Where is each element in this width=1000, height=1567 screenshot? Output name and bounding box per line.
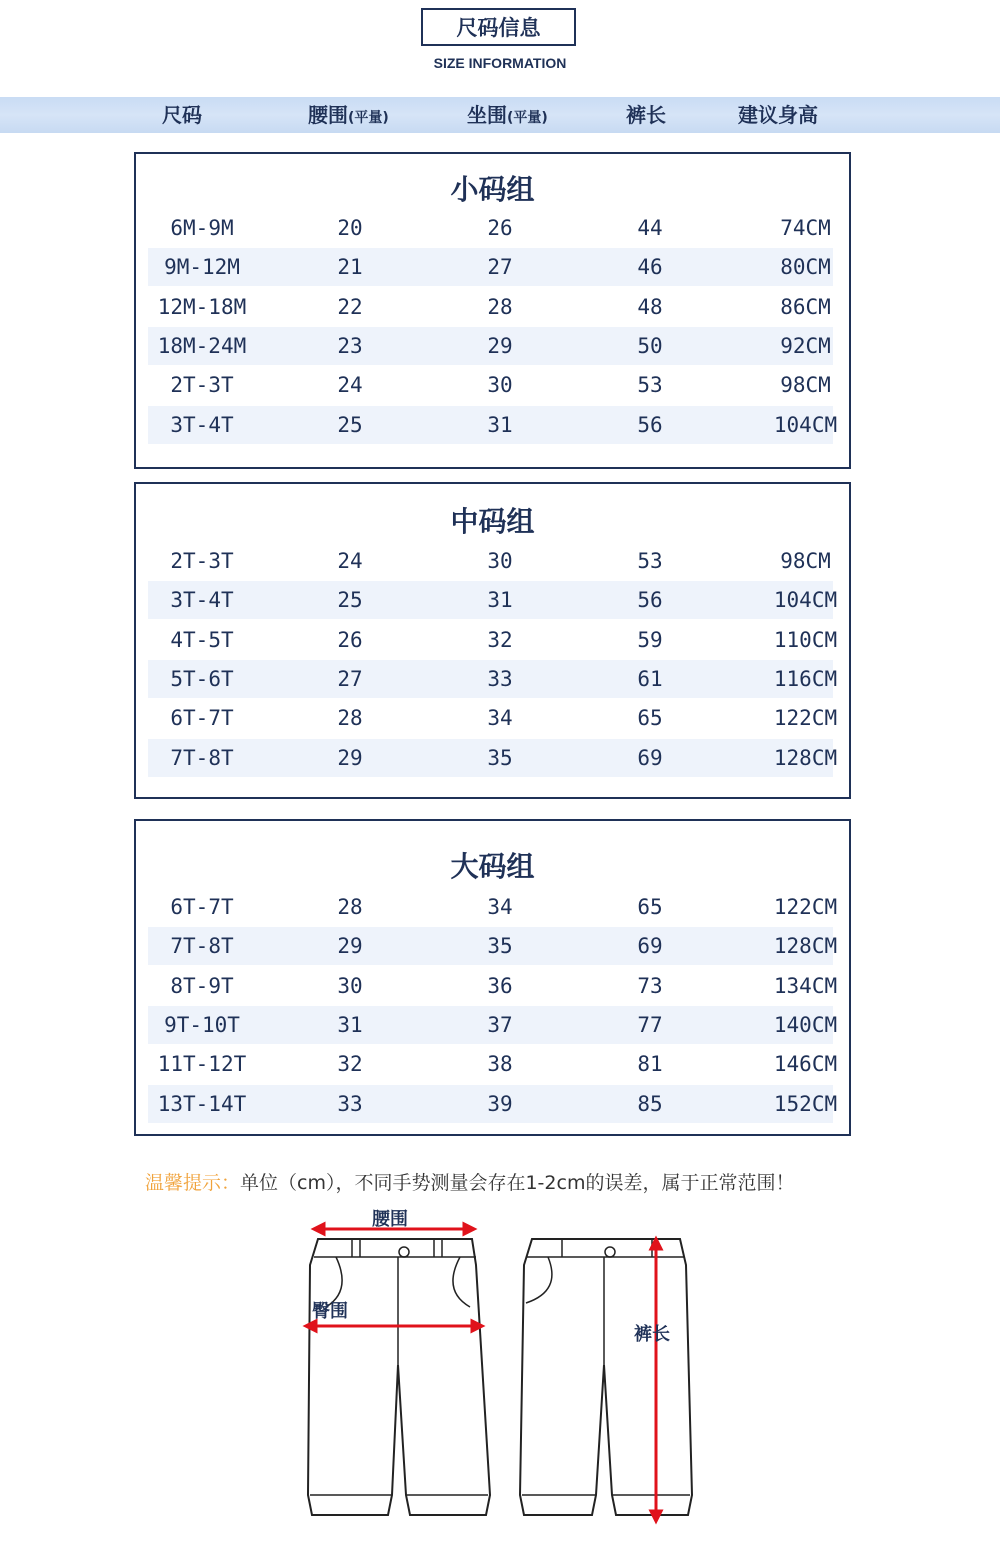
page-subtitle: SIZE INFORMATION bbox=[433, 55, 567, 71]
table-row bbox=[148, 209, 833, 247]
col-size: 尺码 bbox=[162, 103, 202, 127]
length-cell: 46 bbox=[637, 255, 663, 280]
tip-note bbox=[145, 1168, 794, 1195]
group-title: 小码组 bbox=[450, 173, 535, 206]
length-cell: 73 bbox=[637, 973, 663, 998]
waist-cell: 20 bbox=[337, 216, 363, 240]
height-cell: 86CM bbox=[780, 294, 831, 319]
table-row bbox=[148, 1045, 838, 1083]
length-cell: 59 bbox=[637, 627, 663, 652]
height-cell: 128CM bbox=[773, 934, 838, 959]
height-cell: 122CM bbox=[773, 706, 838, 731]
size-cell: 2T-3T bbox=[170, 373, 234, 398]
height-cell: 146CM bbox=[773, 1052, 838, 1077]
height-cell: 98CM bbox=[780, 549, 831, 573]
waist-cell: 25 bbox=[337, 588, 363, 613]
size-cell: 9T-10T bbox=[164, 1012, 240, 1037]
table-row bbox=[148, 967, 838, 1005]
size-cell: 12M-18M bbox=[157, 294, 247, 319]
col-hip-label: 坐围 bbox=[467, 103, 507, 127]
hip-cell: 37 bbox=[487, 1012, 513, 1037]
height-cell: 116CM bbox=[773, 666, 838, 691]
height-cell: 128CM bbox=[773, 745, 838, 770]
length-label: 裤长 bbox=[634, 1324, 670, 1345]
waist-cell: 24 bbox=[337, 373, 363, 398]
length-cell: 85 bbox=[637, 1091, 663, 1116]
length-cell: 69 bbox=[637, 745, 663, 770]
size-cell: 4T-5T bbox=[170, 627, 234, 652]
page-title: 尺码信息 bbox=[421, 8, 576, 46]
height-cell: 122CM bbox=[773, 895, 838, 919]
waist-cell: 29 bbox=[337, 745, 363, 770]
size-cell: 8T-9T bbox=[170, 973, 234, 998]
column-header-band bbox=[0, 97, 1000, 133]
hip-cell: 34 bbox=[487, 895, 513, 919]
hip-cell: 36 bbox=[487, 973, 513, 998]
col-waist-label: 腰围 bbox=[308, 103, 348, 127]
hip-label: 臀围 bbox=[312, 1301, 348, 1322]
size-cell: 9M-12M bbox=[164, 255, 240, 280]
height-cell: 104CM bbox=[773, 588, 838, 613]
length-cell: 56 bbox=[637, 412, 663, 437]
hip-cell: 33 bbox=[487, 666, 513, 691]
col-hip bbox=[467, 97, 548, 133]
hip-cell: 32 bbox=[487, 627, 513, 652]
waist-cell: 32 bbox=[337, 1052, 363, 1077]
hip-cell: 34 bbox=[487, 706, 513, 731]
size-cell: 18M-24M bbox=[157, 333, 247, 358]
length-cell: 53 bbox=[637, 549, 663, 573]
height-cell: 140CM bbox=[773, 1012, 838, 1037]
table-row bbox=[148, 406, 838, 444]
table-row bbox=[148, 1006, 838, 1044]
size-cell: 3T-4T bbox=[170, 412, 234, 437]
length-cell: 50 bbox=[637, 333, 663, 358]
hip-cell: 35 bbox=[487, 934, 513, 959]
height-cell: 104CM bbox=[773, 412, 838, 437]
length-cell: 81 bbox=[637, 1052, 663, 1077]
table-row bbox=[148, 699, 838, 737]
height-cell: 74CM bbox=[780, 216, 831, 240]
hip-cell: 29 bbox=[487, 333, 513, 358]
hip-cell: 38 bbox=[487, 1052, 513, 1077]
size-cell: 7T-8T bbox=[170, 934, 234, 959]
tip-text: 单位（cm），不同手势测量会存在1-2cm的误差，属于正常范围！ bbox=[240, 1172, 795, 1194]
waist-cell: 30 bbox=[337, 973, 363, 998]
size-cell: 2T-3T bbox=[170, 549, 234, 573]
size-group-3 bbox=[134, 819, 851, 1136]
col-waist bbox=[308, 97, 389, 133]
table-row bbox=[148, 888, 838, 926]
height-cell: 80CM bbox=[780, 255, 831, 280]
table-row bbox=[148, 581, 838, 619]
size-cell: 5T-6T bbox=[170, 666, 234, 691]
table-row bbox=[148, 288, 833, 326]
waist-cell: 23 bbox=[337, 333, 363, 358]
height-cell: 98CM bbox=[780, 373, 831, 398]
col-length: 裤长 bbox=[626, 103, 666, 127]
table-row bbox=[148, 248, 833, 286]
hip-cell: 30 bbox=[487, 549, 513, 573]
waist-cell: 28 bbox=[337, 706, 363, 731]
table-row bbox=[148, 739, 838, 777]
hip-cell: 31 bbox=[487, 588, 513, 613]
col-hip-note: (平量) bbox=[507, 110, 548, 126]
hip-cell: 26 bbox=[487, 216, 513, 240]
table-row bbox=[148, 621, 838, 659]
length-cell: 77 bbox=[637, 1012, 663, 1037]
table-row bbox=[148, 542, 833, 580]
length-cell: 44 bbox=[637, 216, 663, 240]
table-row bbox=[148, 366, 833, 404]
waist-cell: 31 bbox=[337, 1012, 363, 1037]
waist-cell: 25 bbox=[337, 412, 363, 437]
length-cell: 53 bbox=[637, 373, 663, 398]
length-cell: 65 bbox=[637, 706, 663, 731]
table-row bbox=[148, 660, 838, 698]
hip-cell: 35 bbox=[487, 745, 513, 770]
waist-cell: 29 bbox=[337, 934, 363, 959]
length-cell: 65 bbox=[637, 895, 663, 919]
size-cell: 13T-14T bbox=[157, 1091, 247, 1116]
pants-diagram bbox=[300, 1195, 720, 1535]
size-cell: 6M-9M bbox=[170, 216, 234, 240]
height-cell: 134CM bbox=[773, 973, 838, 998]
table-row bbox=[148, 327, 833, 365]
size-cell: 7T-8T bbox=[170, 745, 234, 770]
table-row bbox=[148, 1085, 838, 1123]
table-row bbox=[148, 927, 838, 965]
group-title: 大码组 bbox=[450, 850, 535, 883]
waist-cell: 22 bbox=[337, 294, 363, 319]
group-title: 中码组 bbox=[450, 505, 535, 538]
hip-cell: 30 bbox=[487, 373, 513, 398]
waist-cell: 21 bbox=[337, 255, 363, 280]
height-cell: 92CM bbox=[780, 333, 831, 358]
height-cell: 110CM bbox=[773, 627, 838, 652]
col-waist-note: (平量) bbox=[348, 110, 389, 126]
length-cell: 69 bbox=[637, 934, 663, 959]
tip-label: 温馨提示： bbox=[145, 1172, 241, 1194]
waist-cell: 26 bbox=[337, 627, 363, 652]
size-cell: 3T-4T bbox=[170, 588, 234, 613]
hip-cell: 31 bbox=[487, 412, 513, 437]
size-cell: 11T-12T bbox=[157, 1052, 247, 1077]
height-cell: 152CM bbox=[773, 1091, 838, 1116]
pants-front-outline bbox=[308, 1239, 490, 1515]
size-group-2 bbox=[134, 482, 851, 799]
length-cell: 61 bbox=[637, 666, 663, 691]
hip-cell: 39 bbox=[487, 1091, 513, 1116]
waist-cell: 27 bbox=[337, 666, 363, 691]
waist-cell: 33 bbox=[337, 1091, 363, 1116]
size-cell: 6T-7T bbox=[170, 895, 234, 919]
pants-side-outline bbox=[520, 1239, 692, 1515]
col-height: 建议身高 bbox=[738, 103, 818, 127]
length-cell: 48 bbox=[637, 294, 663, 319]
hip-cell: 27 bbox=[487, 255, 513, 280]
waist-cell: 28 bbox=[337, 895, 363, 919]
waist-cell: 24 bbox=[337, 549, 363, 573]
size-group-1 bbox=[134, 152, 851, 469]
size-cell: 6T-7T bbox=[170, 706, 234, 731]
waist-label: 腰围 bbox=[372, 1209, 408, 1230]
hip-cell: 28 bbox=[487, 294, 513, 319]
length-cell: 56 bbox=[637, 588, 663, 613]
